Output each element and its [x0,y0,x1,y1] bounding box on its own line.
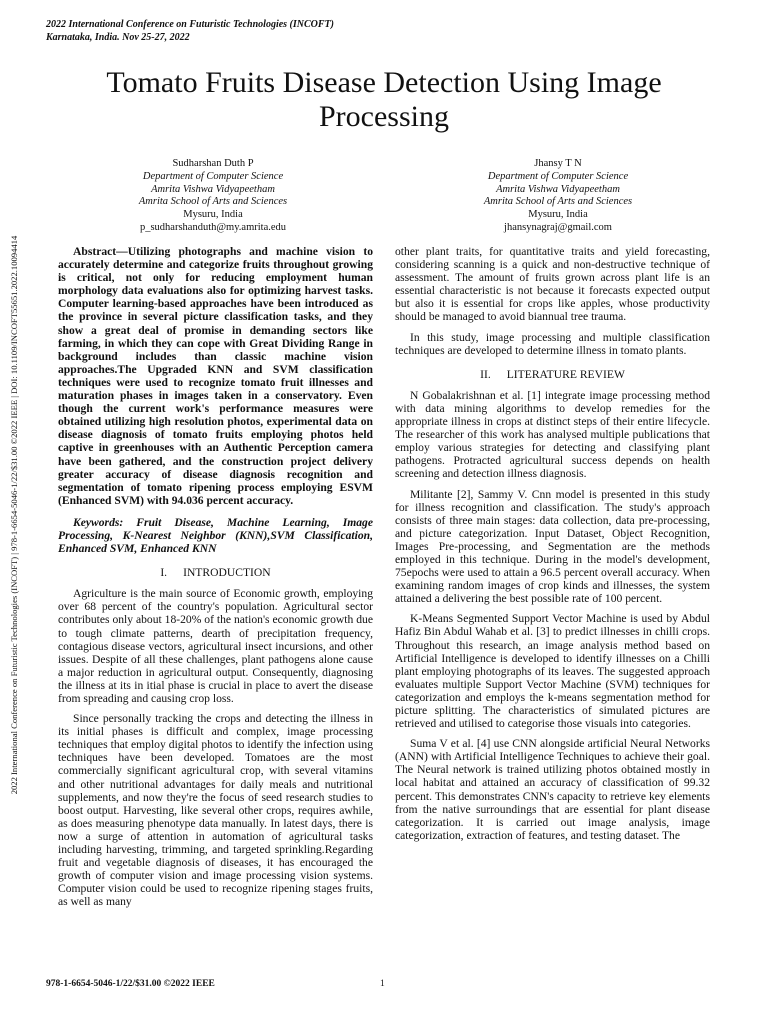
author-department: Department of Computer Science [487,170,629,182]
author-school: Amrita School of Arts and Sciences [138,196,288,208]
paragraph: In this study, image processing and multiple classification techniques are developed to determine illness in tomato plants. [395,330,710,357]
doi-sidebar [5,195,23,835]
section-title: LITERATURE REVIEW [506,367,625,381]
abstract: Abstract—Utilizing photographs and machine vision to accurately determine and categorize fruits throughout growing is critical, not only for reducing employment human morphology data evaluations also for optimizing harvest tasks. Computer learning-based approaches have been introduced as the province in several picture classification tasks, and they show a great deal of promise in demanding sectors like farming, in which they can cope with Great Dividing Range in background includes than classic machine vision approaches.The Upgraded KNN and SVM classification techniques were used to recognize tomato fruit illnesses and maturation phases in images taken in a conservatory. Even though the current work's performance measures were obtained utilizing high resolution photos, experimental data on disease diagnosis of tomato fruits employing photos held captive in greenhouses with an Authentic Perception camera have been gathered, and the construction project delivery greater accuracy of disease diagnosis recognition and segmentation of tomato ripening process employing ESVM (Enhanced SVM) with 94.036 percent accuracy. [58,245,373,507]
page-number: 1 [380,979,385,989]
author-email: p_sudharshanduth@my.amrita.edu [139,221,287,233]
section-heading-introduction [58,566,373,579]
author-university: Amrita Vishwa Vidyapeetham [496,183,620,195]
paragraph: Since personally tracking the crops and detecting the illness in its initial phases is difficult and complex, image processing techniques that employ digital photos to identify the infection using techniques have been developed. Tomatoes are the most commercially significant agricultural crop, with several vitamins and other nutritional advantages for daily meals and nutritional supplements, and now they're the focus of seed research studies to boost output. Harvesting, like several other crops, requires awhile, as does measuring phenotype data manually. In latest days, there is now a surge of attention in automation of agricultural tasks including harvesting, trimming, and targeted sprinkling.Regarding fruit and vegetable diagnosis of diseases, it has encouraged the growth of computer vision and image processing vision systems. Computer vision could be used to recognize ripening stages fruits, as well as many [58,712,373,909]
conference-header [46,18,334,44]
paragraph: N Gobalakrishnan et al. [1] integrate image processing method with data mining algorithms to develop remedies for the appropriate illness in crops at distinct steps of their entire lifecycle. The researcher of this work has analysed multiple publications that employ various strategies for detecting and classifying plant pathogens. Protracted agricultural success depends on health screening and detection illness diagnosis. [395,388,710,481]
paragraph: other plant traits, for quantitative traits and yield forecasting, considering scanning is a quick and non-destructive technique of assessment. The amount of fruits grown across plant life is an essential characteristic is not because it forecasts expected output but also it is essential for crops like apples, whose productivity should be managed to avoid biannual tree trauma. [395,245,710,324]
author-name: Jhansy T N [534,158,582,169]
author-school: Amrita School of Arts and Sciences [483,196,633,208]
author-block-1 [83,158,343,235]
copyright-footer: 978-1-6654-5046-1/22/$31.00 ©2022 IEEE [46,979,215,989]
doi-sidebar-text: 2022 International Conference on Futuristic Technologies (INCOFT) | 978-1-6654-5046-1/22/$31.00 ©2022 IEEE | DOI: 10.1109/INCOFT55651.2022.10094414 [9,235,19,795]
right-column [395,245,710,849]
conference-name: 2022 International Conference on Futuristic Technologies (INCOFT) [46,19,334,30]
section-number: I. [160,566,168,580]
paper-title: Tomato Fruits Disease Detection Using Image Processing [106,66,662,133]
keywords: Keywords: Fruit Disease, Machine Learning, Image Processing, K-Nearest Neighbor (KNN),SVM Classification, Enhanced SVM, Enhanced KNN [58,515,373,556]
author-block-2 [428,158,688,235]
author-department: Department of Computer Science [142,170,284,182]
author-university: Amrita Vishwa Vidyapeetham [151,183,275,195]
paragraph: Agriculture is the main source of Economic growth, employing over 68 percent of the country's population. Agricultural sector contributes only about 18-20% of the nation's economic growth due to tough climate patterns, dearth of precipitation frequency, contagious disease vectors, agricultural insect incursions, and other issues. Despite of all these challenges, plant pathogens alone cause a major reduction in agricultural output. Consequently, diagnosing the illness at its in itial phase is crucial in place to avert the disease from spreading and causing crop loss. [58,587,373,705]
paragraph: Suma V et al. [4] use CNN alongside artificial Neural Networks (ANN) with Artificial Intelligence Techniques to achieve their goal. The Neural network is trained utilizing photos obtained mostly in local habitat and attained an accuracy of classification of 99.32 percent. This demonstrates CNN's capacity to retrieve key elements from the native surroundings that are essential for plant disease categorization. It is carried out image analysis, image categorization, extraction of features, and testing dataset. The [395,737,710,842]
author-name: Sudharshan Duth P [172,158,254,169]
section-number: II. [480,367,491,381]
author-city: Mysuru, India [528,209,588,221]
author-city: Mysuru, India [183,209,243,221]
paragraph: Militante [2], Sammy V. Cnn model is presented in this study for illness recognition and classification. The study's approach consists of three main stages: data collection, data pre-processing, and picture categorization. Input Dataset, Object Recognition, Images Pre-processing, and Segmentation are the methods employed in this technique. During in the model's development, 75epochs were used to attain a 96.5 percent overall accuracy. When examining random images of crop kinds and illnesses, the system attained a delivering the best possible rate of 100 percent. [395,487,710,606]
conference-location: Karnataka, India. Nov 25-27, 2022 [46,32,190,43]
section-title: INTRODUCTION [183,566,271,580]
section-heading-literature-review [395,368,710,381]
left-column [58,245,373,916]
author-email: jhansynagraj@gmail.com [504,221,612,233]
paragraph: K-Means Segmented Support Vector Machine is used by Abdul Hafiz Bin Abdul Wahab et al. [3] to predict illnesses in chilli crops. Throughout this research, an image analysis method based on Artificial Intelligence is developed to identify illnesses on a Chilli plant employing photographs of its leaves. The suggested approach evaluates multiple Support Vector Machine (SVM) techniques for categorization and employs the k-means segmentation method for picture splitting. The characteristics of simulated pictures are retrieved and utilised to categorise those visuals into categories. [395,612,710,731]
